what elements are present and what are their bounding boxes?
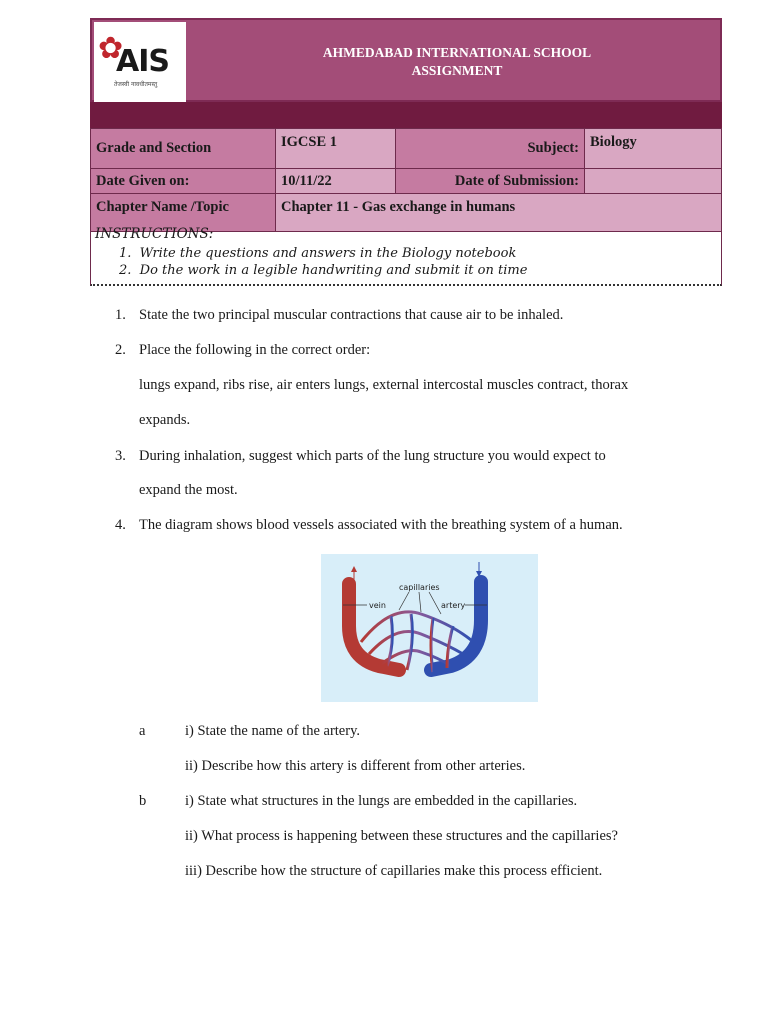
- header-banner: [90, 18, 722, 102]
- header-title: [232, 44, 682, 80]
- question-2: Place the following in the correct order:: [139, 342, 371, 358]
- question-number: 2.: [115, 342, 126, 358]
- question-2-items: lungs expand, ribs rise, air enters lungs, external intercostal muscles contract, thorax: [139, 377, 629, 393]
- date-given-value: 10/11/22: [276, 169, 396, 194]
- grade-value: IGCSE 1: [276, 129, 396, 169]
- capillaries-label: capillaries: [399, 583, 440, 592]
- question-2-items-cont: expands.: [139, 412, 191, 428]
- subquestion-b-iii: iii) Describe how the structure of capillaries make this process efficient.: [185, 863, 603, 879]
- logo-tagline: तेजस्वी नावधीतमस्तु: [114, 81, 158, 88]
- subquestion-a-i: i) State the name of the artery.: [185, 723, 360, 739]
- instruction-item: 1. Write the questions and answers in the Biology notebook: [119, 246, 517, 261]
- subject-value: Biology: [585, 129, 722, 169]
- chapter-value: Chapter 11 - Gas exchange in humans: [276, 194, 722, 232]
- artery-label: artery: [441, 601, 466, 610]
- document-type: ASSIGNMENT: [411, 63, 503, 78]
- capillary-network-illustration: [321, 554, 538, 702]
- school-logo: [94, 22, 186, 102]
- subject-label: Subject:: [396, 129, 585, 169]
- date-given-label: Date Given on:: [91, 169, 276, 194]
- chapter-label: Chapter Name /Topic: [91, 194, 276, 232]
- question-1: State the two principal muscular contractions that cause air to be inhaled.: [139, 307, 564, 323]
- submission-value: [585, 169, 722, 194]
- vein-label: vein: [369, 601, 386, 610]
- question-3: During inhalation, suggest which parts of the lung structure you would expect to: [139, 448, 606, 464]
- blood-vessel-diagram: [321, 554, 538, 702]
- header-band: [90, 102, 722, 128]
- instructions-title: INSTRUCTIONS:: [95, 226, 214, 242]
- instruction-item: 2. Do the work in a legible handwriting and submit it on time: [119, 263, 528, 278]
- subquestion-b-marker: b: [139, 793, 147, 809]
- flame-icon: ✿: [98, 31, 124, 66]
- question-number: 4.: [115, 517, 126, 533]
- submission-label: Date of Submission:: [396, 169, 585, 194]
- grade-label: Grade and Section: [91, 129, 276, 169]
- school-name: AHMEDABAD INTERNATIONAL SCHOOL: [322, 45, 592, 60]
- question-3-cont: expand the most.: [139, 482, 238, 498]
- subquestion-a-marker: a: [139, 723, 146, 739]
- logo-text: AIS: [116, 44, 169, 79]
- subquestion-b-ii: ii) What process is happening between these structures and the capillaries?: [185, 828, 618, 844]
- subquestion-b-i: i) State what structures in the lungs are embedded in the capillaries.: [185, 793, 578, 809]
- info-table: [90, 128, 722, 232]
- question-4: The diagram shows blood vessels associated with the breathing system of a human.: [139, 517, 623, 533]
- subquestion-a-ii: ii) Describe how this artery is different from other arteries.: [185, 758, 526, 774]
- question-number: 1.: [115, 307, 126, 323]
- question-number: 3.: [115, 448, 126, 464]
- instructions-box: [90, 222, 722, 286]
